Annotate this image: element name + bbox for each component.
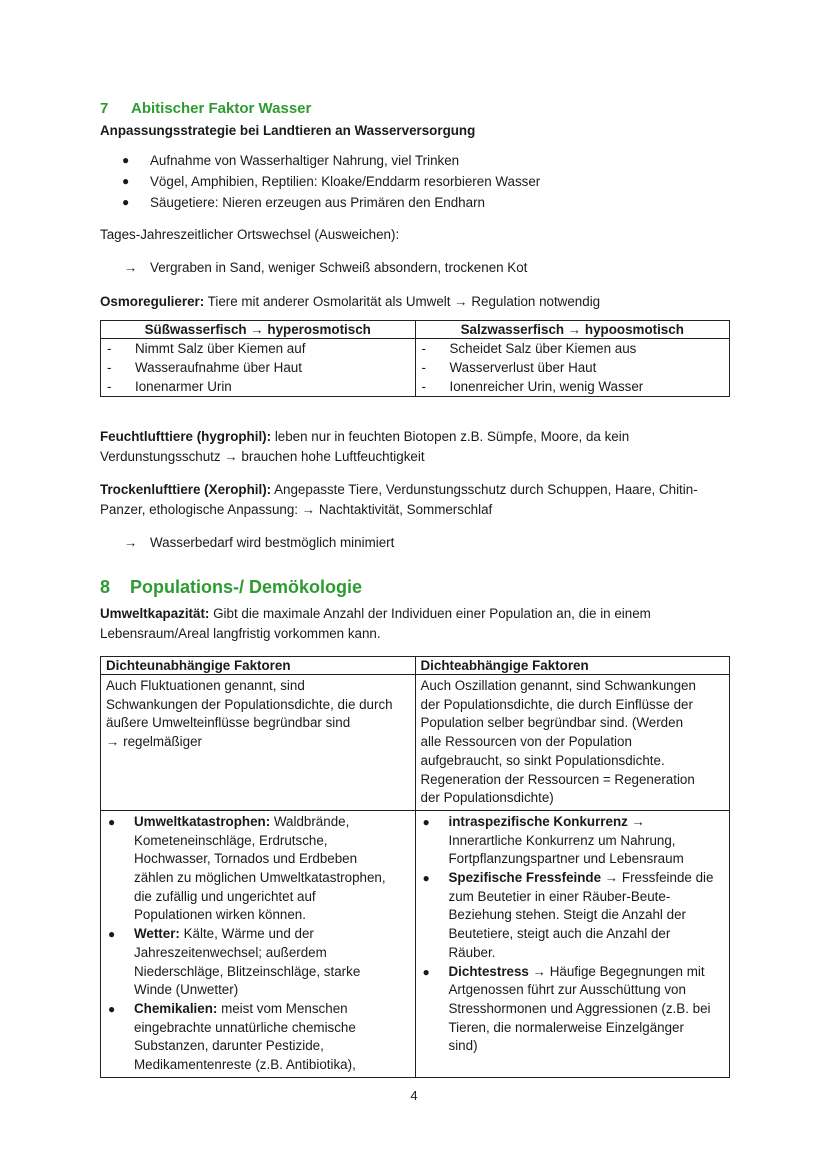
- table-list-item: - Scheidet Salz über Kiemen aus: [421, 341, 637, 356]
- feuchtlufttiere-label: Feuchtlufttiere (hygrophil):: [100, 429, 272, 444]
- list-item: ● Chemikalien: meist vom Menschen eingebrachte unnatürliche chemische Substanzen, darunter Pestizide, Medikamentenreste (z.B. Antibiotika),: [108, 1000, 410, 1075]
- table-cell: [415, 339, 730, 397]
- bullet-icon: ●: [422, 814, 430, 829]
- section-7-title: Abitischer Faktor Wasser: [131, 100, 312, 117]
- table-cell: [101, 810, 416, 1077]
- trocken-arrow-line: → Wasserbedarf wird bestmöglich minimiert: [100, 533, 730, 553]
- ortswechsel-arrow-line: → Vergraben in Sand, weniger Schweiß absondern, trockenen Kot: [100, 258, 730, 278]
- table-header: Dichteabhängige Faktoren: [415, 657, 730, 675]
- list-item: ● Dichtestress → Häufige Begegnungen mit Artgenossen führt zur Ausschüttung von Stresshormonen und Aggressionen (z.B. bei Tieren, die normalerweise Einzelgänger sind): [423, 963, 725, 1057]
- osmoregulierer-paragraph: Osmoregulierer: Tiere mit anderer Osmolarität als Umwelt → Regulation notwendig: [100, 294, 601, 309]
- osmoregulierer-label: Osmoregulierer:: [100, 294, 205, 309]
- section-7-subtitle: Anpassungsstrategie bei Landtieren an Wasserversorgung: [100, 123, 476, 138]
- dash-icon: -: [421, 341, 426, 356]
- bullet-icon: ●: [422, 964, 430, 979]
- list-item: ● Wetter: Kälte, Wärme und der Jahreszeitenwechsel; außerdem Niederschläge, Blitzeinschläge, starke Winde (Unwetter): [108, 925, 410, 1000]
- table-cell: [415, 810, 730, 1077]
- bullet-icon: ●: [122, 153, 130, 167]
- dash-icon: -: [107, 379, 112, 394]
- table-cell: [101, 339, 416, 397]
- density-dependent-description: Auch Oszillation genannt, sind Schwankungen der Populationsdichte, die durch Einflüsse der Population selber begründbar sind. (Werden alle Ressourcen von der Population aufgebraucht, so sinkt Populationsdichte. Regeneration der Ressourcen = Regeneration der Populationsdichte): [420, 678, 696, 806]
- table-list-item: - Nimmt Salz über Kiemen auf: [107, 341, 306, 356]
- section-7-number: 7: [100, 100, 109, 117]
- density-independent-list: [106, 813, 410, 1075]
- ortswechsel-paragraph: Tages-Jahreszeitlicher Ortswechsel (Ausweichen):: [100, 227, 400, 242]
- table-header: Dichteunabhängige Faktoren: [101, 657, 416, 675]
- table-header: Süßwasserfisch → hyperosmotisch: [101, 321, 416, 339]
- dash-icon: -: [107, 341, 112, 356]
- bullet-icon: ●: [108, 814, 116, 829]
- arrow-icon: →: [124, 260, 138, 275]
- page-number: 4: [410, 1088, 418, 1103]
- trockenlufttiere-label: Trockenlufttiere (Xerophil):: [100, 482, 272, 497]
- list-item: ● Aufnahme von Wasserhaltiger Nahrung, viel Trinken: [122, 150, 730, 171]
- density-independent-description: Auch Fluktuationen genannt, sind Schwankungen der Populationsdichte, die durch äußere Umwelteinflüsse begründbar sind → regelmäßiger: [106, 678, 393, 750]
- table-header: Salzwasserfisch → hypoosmotisch: [415, 321, 730, 339]
- dash-icon: -: [421, 379, 426, 394]
- dash-icon: -: [107, 360, 112, 375]
- list-item: ● intraspezifische Konkurrenz → Innerartliche Konkurrenz um Nahrung, Fortpflanzungspartner und Lebensraum: [423, 813, 725, 869]
- table-list-item: - Wasseraufnahme über Haut: [107, 360, 302, 375]
- bullet-icon: ●: [108, 1001, 116, 1016]
- feuchtlufttiere-paragraph: Feuchtlufttiere (hygrophil): leben nur in feuchten Biotopen z.B. Sümpfe, Moore, da kein Verdunstungsschutz → brauchen hohe Luftfeuchtigkeit: [100, 429, 630, 464]
- osmoregulation-table: [100, 320, 730, 397]
- density-dependent-list: [421, 813, 725, 1056]
- section-8-heading: [100, 577, 730, 598]
- trockenlufttiere-paragraph: Trockenlufttiere (Xerophil): Angepasste Tiere, Verdunstungsschutz durch Schuppen, Haare, Chitin-Panzer, ethologische Anpassung: → Nachtaktivität, Sommerschlaf: [100, 482, 698, 517]
- section-7-heading: [100, 100, 730, 117]
- list-item: ● Spezifische Fressfeinde → Fressfeinde die zum Beutetier in einer Räuber-Beute- Beziehung stehen. Steigt die Anzahl der Beutetiere, steigt auch die Anzahl der Räuber.: [423, 869, 725, 963]
- population-factors-table: [100, 656, 730, 1078]
- list-item: ● Umweltkatastrophen: Waldbrände, Kometeneinschläge, Erdrutsche, Hochwasser, Tornados und Erdbeben zählen zu möglichen Umweltkatastrophen, die zufällig und ungerichtet auf Populationen wirken können.: [108, 813, 410, 925]
- document-page: [100, 100, 730, 1078]
- bullet-icon: ●: [108, 927, 116, 942]
- table-list-item: - Ionenarmer Urin: [107, 379, 232, 394]
- umweltkapazitaet-label: Umweltkapazität:: [100, 606, 210, 621]
- table-cell: [415, 675, 730, 811]
- adaptation-list: [100, 150, 730, 213]
- umweltkapazitaet-paragraph: Umweltkapazität: Gibt die maximale Anzahl der Individuen einer Population an, die in einem Lebensraum/Areal langfristig vorkommen kann.: [100, 606, 651, 641]
- bullet-icon: ●: [122, 195, 130, 209]
- section-8-title: Populations-/ Demökologie: [130, 577, 363, 597]
- table-list-item: - Ionenreicher Urin, wenig Wasser: [421, 379, 644, 394]
- bullet-icon: ●: [122, 174, 130, 188]
- arrow-icon: →: [124, 535, 138, 550]
- table-cell: [101, 675, 416, 811]
- section-8-number: 8: [100, 577, 111, 597]
- list-item: ● Vögel, Amphibien, Reptilien: Kloake/Enddarm resorbieren Wasser: [122, 171, 730, 192]
- table-list-item: - Wasserverlust über Haut: [421, 360, 597, 375]
- list-item: ● Säugetiere: Nieren erzeugen aus Primären den Endharn: [122, 192, 730, 213]
- bullet-icon: ●: [422, 871, 430, 886]
- dash-icon: -: [421, 360, 426, 375]
